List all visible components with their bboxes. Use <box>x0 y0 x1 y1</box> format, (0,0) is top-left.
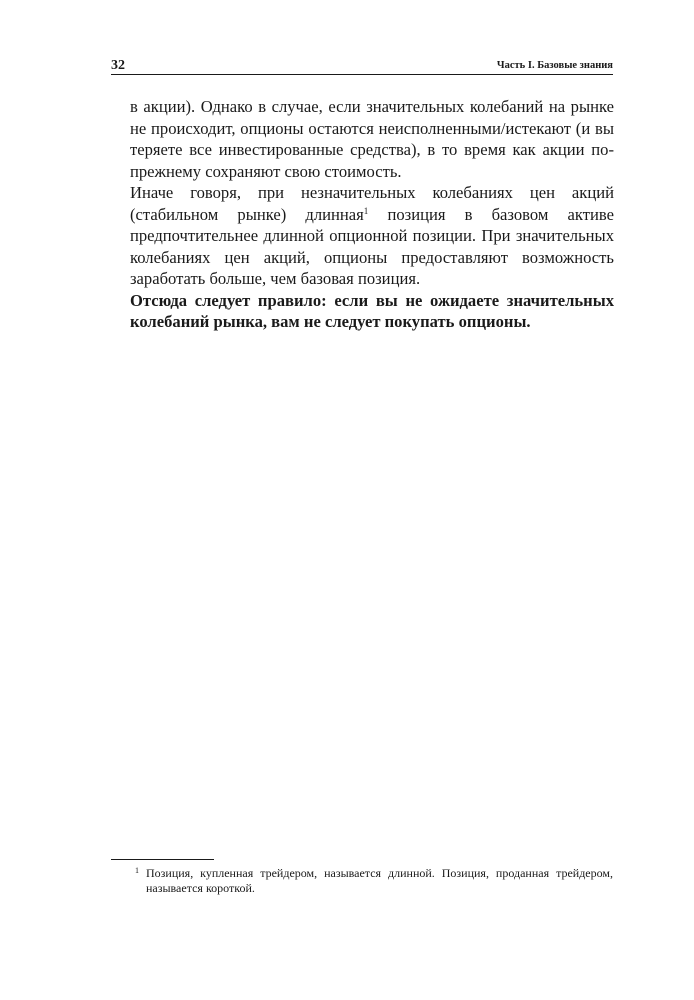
header-rule <box>111 74 613 75</box>
footnote-rule <box>111 859 214 860</box>
paragraph-2-text-before: Иначе говоря, при незначительных колебаниях цен акций (стабильном рынке) длинная <box>130 183 614 224</box>
footnote-text: Позиция, купленная трейдером, называется длинной. Позиция, проданная трейдером, называется короткой. <box>146 866 613 895</box>
footnote-reference[interactable]: 1 <box>363 205 369 216</box>
paragraph-2-text-after: позиция в базовом активе предпочтительнее длинной опционной позиции. При значительных колебаниях цен акций, опционы предоставляют возможность заработать больше, чем базовая позиция. <box>130 204 614 288</box>
running-head: Часть I. Базовые знания <box>496 60 613 71</box>
paragraph-1: в акции). Однако в случае, если значительных колебаний на рынке не происходит, опционы остаются неисполненными/истекают (и вы теряете все инвестированные средства), в то время как акции по-прежнему сохраняют свою стоимость. <box>130 97 614 181</box>
page-number: 32 <box>111 58 125 73</box>
rule-paragraph: Отсюда следует правило: если вы не ожидаете значительных колебаний рынка, вам не следует покупать опционы. <box>130 290 614 331</box>
body-text <box>130 96 614 333</box>
footnote-mark: 1 <box>135 866 139 875</box>
footnote <box>111 866 613 896</box>
paragraph-2 <box>130 182 614 290</box>
page-header <box>111 58 613 74</box>
